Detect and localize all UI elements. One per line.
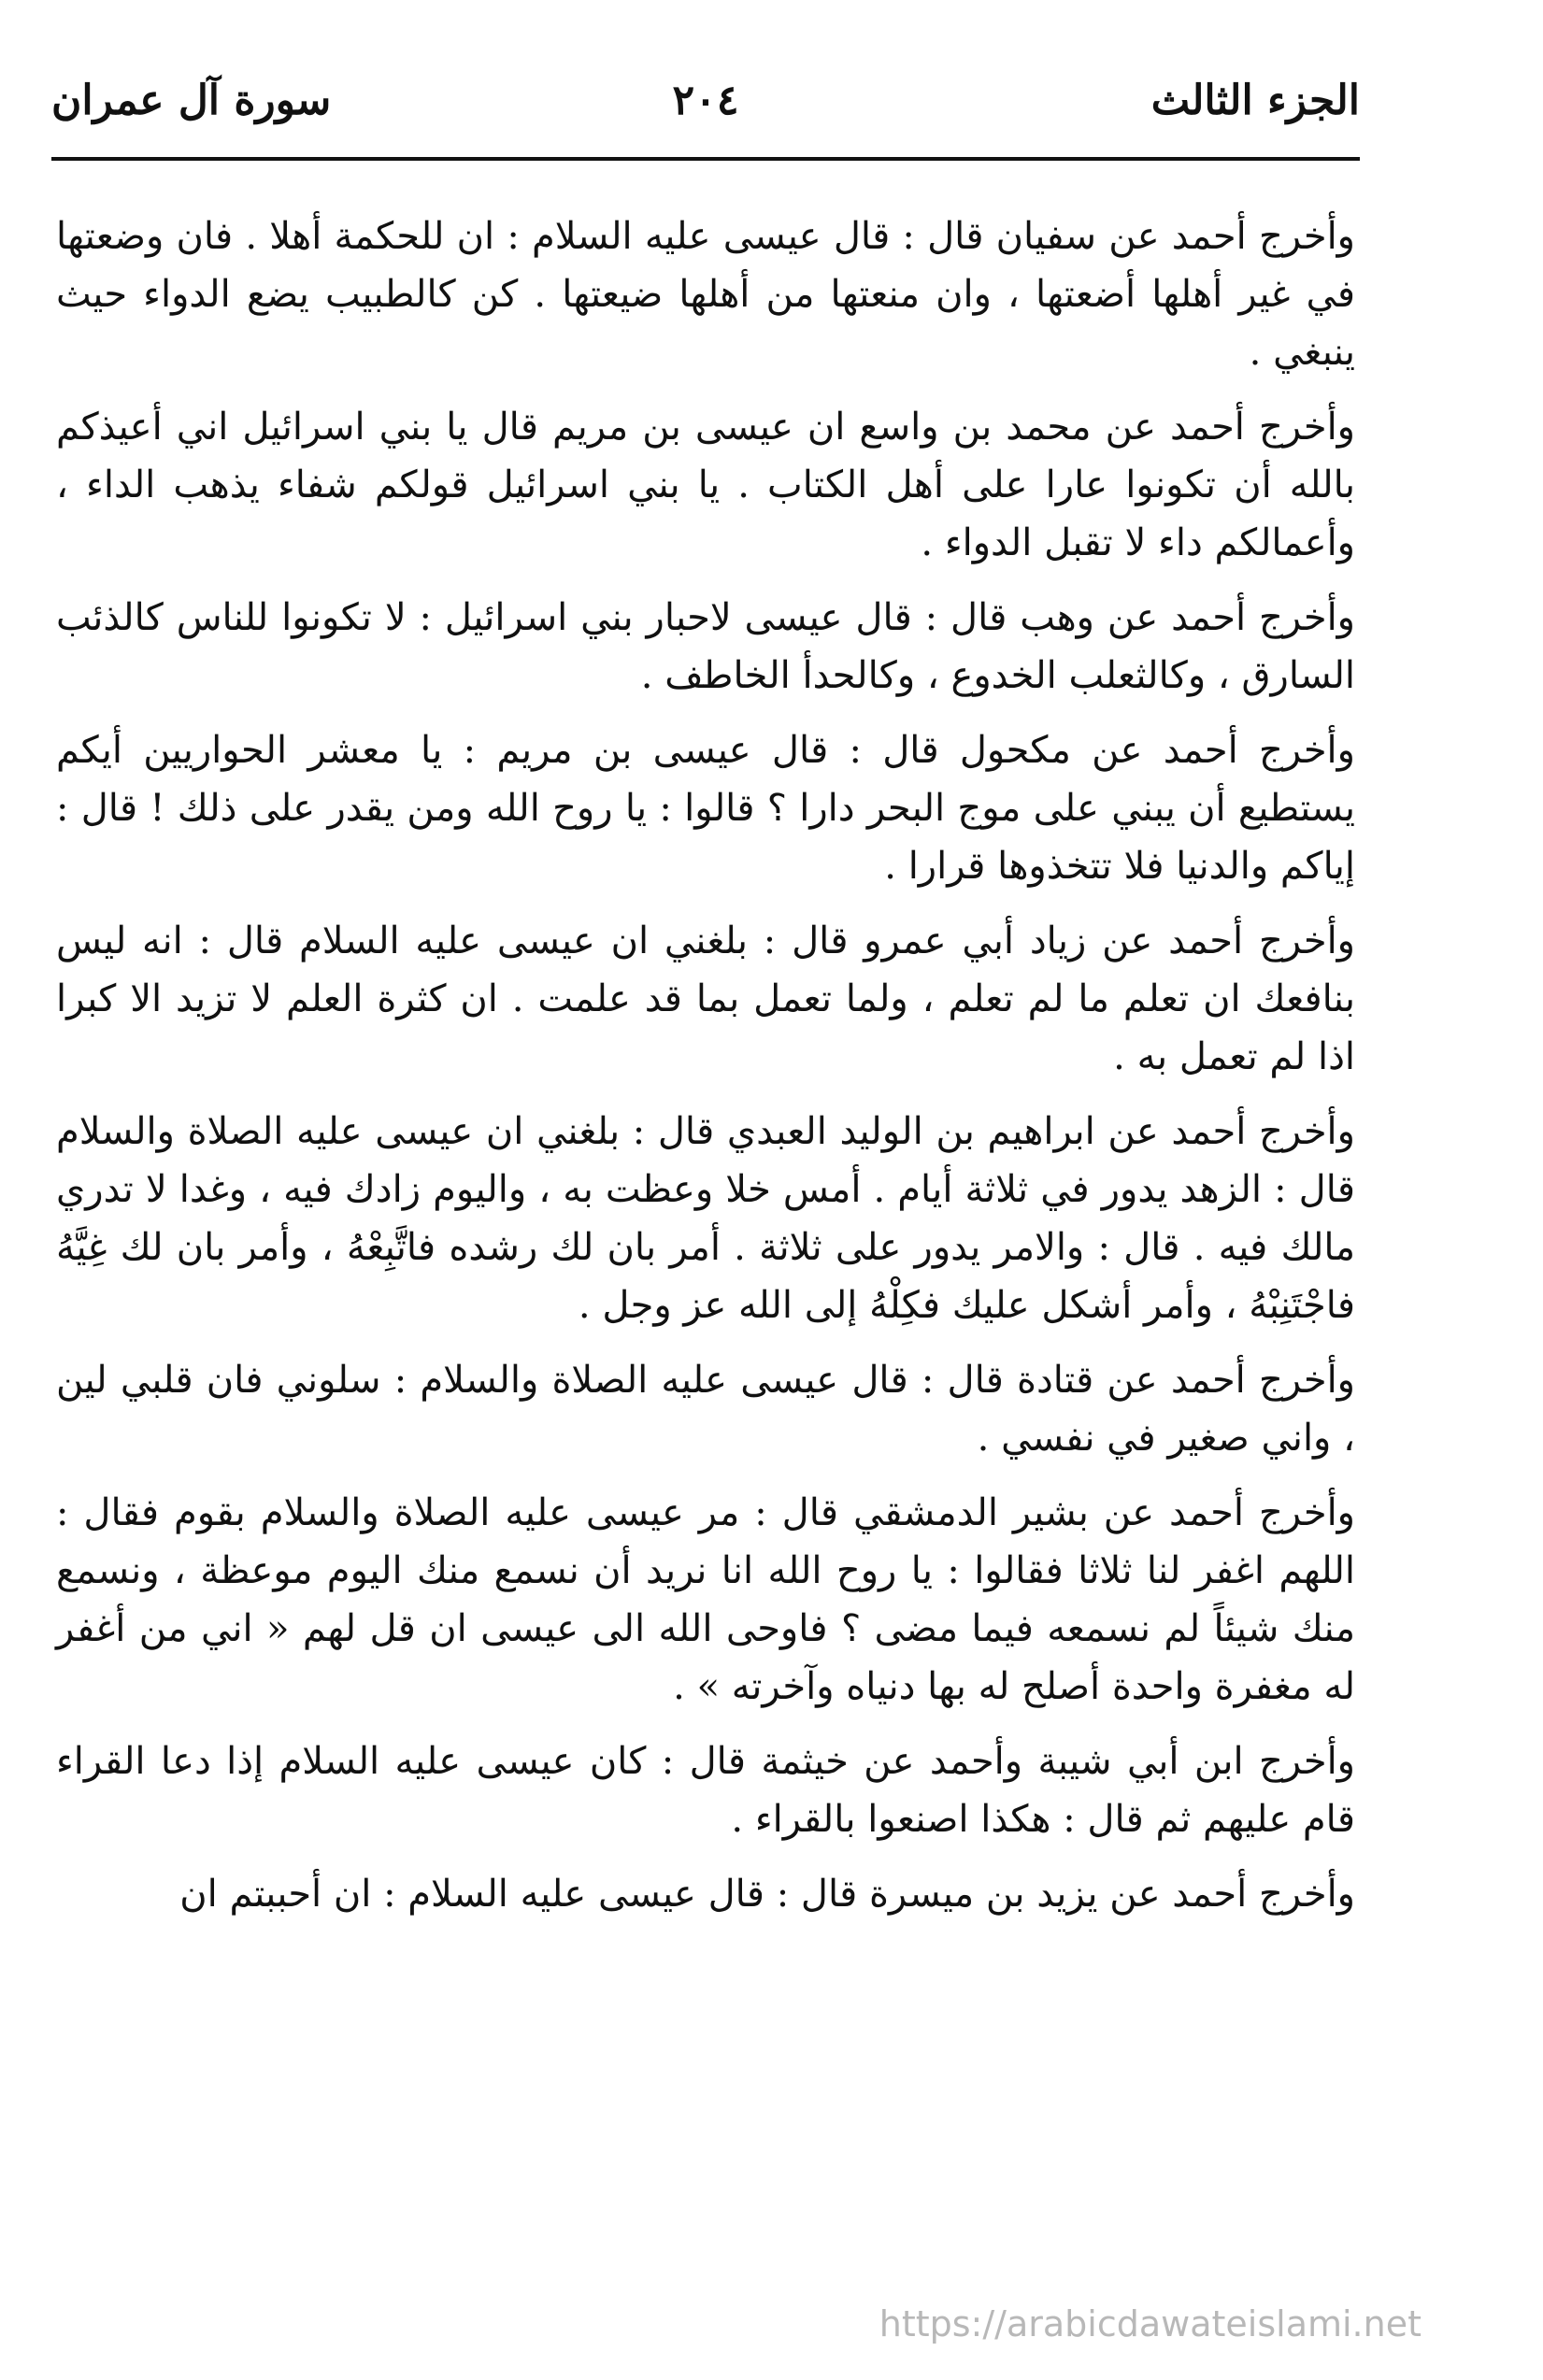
watermark-url: https://arabicdawateislami.net bbox=[879, 2303, 1422, 2344]
paragraph: وأخرج أحمد عن ابراهيم بن الوليد العبدي قال : بلغني ان عيسى عليه الصلاة والسلام قال : الزهد يدور في ثلاثة أيام . أمس خلا وعظت به ، واليوم زادك فيه ، وغدا لا تدري مالك فيه . قال : والامر يدور على ثلاثة . أمر بان لك رشده فاتَّبِعْهُ ، وأمر بان لك غِيَّهُ فاجْتَنِبْهُ ، وأمر أشكل عليك فكِلْهُ إلى الله عز وجل . bbox=[56, 1110, 1356, 1327]
paragraph: وأخرج ابن أبي شيبة وأحمد عن خيثمة قال : كان عيسى عليه السلام إذا دعا القراء قام عليهم ثم قال : هكذا اصنعوا بالقراء . bbox=[56, 1740, 1355, 1841]
surah-title: سورة آل عمران bbox=[51, 77, 332, 124]
page-body bbox=[56, 207, 1355, 1940]
header-divider bbox=[51, 157, 1360, 161]
paragraph: وأخرج أحمد عن محمد بن واسع ان عيسى بن مريم قال يا بني اسرائيل اني أعيذكم بالله أن تكونوا عارا على أهل الكتاب . يا بني اسرائيل قولكم شفاء يذهب الداء ، وأعمالكم داء لا تقبل الدواء . bbox=[56, 406, 1355, 564]
paragraph: وأخرج أحمد عن بشير الدمشقي قال : مر عيسى عليه الصلاة والسلام بقوم فقال : اللهم اغفر لنا ثلاثا فقالوا : يا روح الله انا نريد أن نسمع منك اليوم موعظة ، ونسمع منك شيئاً لم نسمعه فيما مضى ؟ فاوحى الله الى عيسى ان قل لهم « اني من أغفر له مغفرة واحدة أصلح له بها دنياه وآخرته » . bbox=[56, 1491, 1355, 1708]
paragraph: وأخرج أحمد عن وهب قال : قال عيسى لاحبار بني اسرائيل : لا تكونوا للناس كالذئب السارق ، وكالثعلب الخدوع ، وكالحدأ الخاطف . bbox=[56, 596, 1355, 697]
paragraph: وأخرج أحمد عن مكحول قال : قال عيسى بن مريم : يا معشر الحواريين أيكم يستطيع أن يبني على موج البحر دارا ؟ قالوا : يا روح الله ومن يقدر على ذلك ! قال : إياكم والدنيا فلا تتخذوها قرارا . bbox=[56, 729, 1355, 888]
paragraph: وأخرج أحمد عن زياد أبي عمرو قال : بلغني ان عيسى عليه السلام قال : انه ليس بنافعك ان تعلم ما لم تعلم ، ولما تعمل بما قد علمت . ان كثرة العلم لا تزيد الا كبرا اذا لم تعمل به . bbox=[56, 919, 1355, 1078]
part-title: الجزء الثالث bbox=[1150, 77, 1360, 124]
paragraph: وأخرج أحمد عن سفيان قال : قال عيسى عليه السلام : ان للحكمة أهلا . فان وضعتها في غير أهلها أضعتها ، وان منعتها من أهلها ضيعتها . كن كالطبيب يضع الدواء حيث ينبغي . bbox=[56, 215, 1355, 374]
page-number: ٢٠٤ bbox=[672, 77, 739, 124]
page-header bbox=[51, 73, 1360, 138]
paragraph: وأخرج أحمد عن قتادة قال : قال عيسى عليه الصلاة والسلام : سلوني فان قلبي لين ، واني صغير في نفسي . bbox=[56, 1359, 1355, 1460]
paragraph: وأخرج أحمد عن يزيد بن ميسرة قال : قال عيسى عليه السلام : ان أحببتم ان bbox=[179, 1873, 1355, 1916]
